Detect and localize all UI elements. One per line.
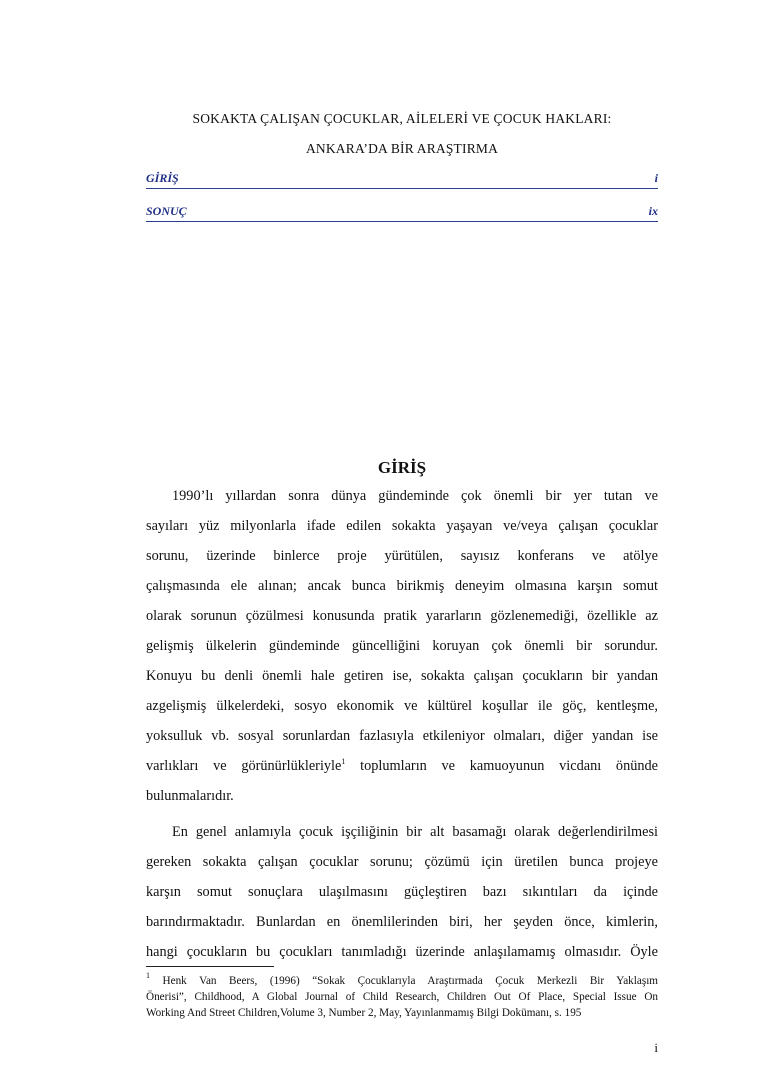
footnote-line: Working And Street Children,Volume 3, Number 2, May, Yayınlanmamış Bilgi Dokümanı, s. 195	[146, 1007, 582, 1019]
footnote-reference[interactable]: 1	[341, 757, 346, 766]
paragraph-line: Konuyu bu denli önemli hale getiren ise, sokakta çalışan çocukların bir yandan	[146, 668, 658, 684]
footnote-separator	[146, 966, 274, 967]
footnote-line	[146, 973, 658, 989]
page-number: i	[654, 1040, 658, 1055]
paragraph-line: En genel anlamıyla çocuk işçiliğinin bir alt basamağı olarak değerlendirilmesi	[172, 824, 658, 840]
paragraph-line: karşın somut sonuçlara ulaşılmasını güçleştiren bazı sıkıntıları da içinde	[146, 884, 658, 900]
section-heading: GİRİŞ	[377, 458, 427, 477]
footnote-line: Önerisi”, Childhood, A Global Journal of Child Research, Children Out Of Place, Special Issue On	[146, 991, 658, 1003]
paragraph-line: hangi çocukların bu çocukları tanımladığı üzerinde anlaşılamamış olmasıdır. Öyle	[146, 944, 658, 960]
line-text-after: toplumların ve kamuoyunun vicdanı önünde	[360, 758, 659, 774]
paragraph-line-with-footnote	[146, 756, 658, 776]
toc-entry-page: i	[654, 171, 658, 185]
paragraph-line: sayıları yüz milyonlarla ifade edilen sokakta yaşayan ve/veya çalışan çocuklar	[146, 518, 658, 534]
paragraph-line: olarak sorunun çözülmesi konusunda pratik yararların gözlenemediği, özellikle az	[146, 608, 658, 624]
toc-entry-label: GİRİŞ	[146, 171, 179, 185]
document-title-line-1: SOKAKTA ÇALIŞAN ÇOCUKLAR, AİLELERİ VE ÇOCUK HAKLARI:	[192, 111, 612, 126]
footnote-text: Henk Van Beers, (1996) “Sokak Çocuklarıyla Araştırmada Çocuk Merkezli Bir Yaklaşım	[162, 975, 659, 987]
document-title-line-2: ANKARA’DA BİR ARAŞTIRMA	[305, 141, 499, 156]
paragraph-line: azgelişmiş ülkelerdeki, sosyo ekonomik ve kültürel koşullar ile göç, kentleşme,	[146, 698, 658, 714]
toc-entry-giris[interactable]	[146, 168, 658, 189]
paragraph-line: 1990’lı yıllardan sonra dünya gündeminde çok önemli bir yer tutan ve	[172, 488, 658, 504]
toc-entry-page: ix	[648, 204, 658, 218]
paragraph-line: barındırmaktadır. Bunlardan en önemlilerinden biri, her şeyden önce, kimlerin,	[146, 914, 658, 930]
toc-entry-sonuc[interactable]	[146, 201, 658, 222]
paragraph-line: gereken sokakta çalışan çocuklar sorunu; çözümü için üretilen bunca projeye	[146, 854, 658, 870]
paragraph-line: gelişmiş ülkelerin gündeminde güncelliğini koruyan çok önemli bir sorundur.	[146, 638, 658, 654]
line-text-before: varlıkları ve görünürlükleriyle	[146, 758, 342, 774]
paragraph-line: yoksulluk vb. sosyal sorunlardan fazlasıyla etkileniyor olmaları, diğer yandan ise	[146, 728, 658, 744]
footnote-number: 1	[146, 971, 150, 980]
toc-entry-label: SONUÇ	[146, 204, 187, 218]
paragraph-line: çalışmasında ele alınan; ancak bunca birikmiş deneyim olmasına karşın somut	[146, 578, 658, 594]
paragraph-line: sorunu, üzerinde binlerce proje yürütülen, sayısız konferans ve atölye	[146, 548, 658, 564]
paragraph-line: bulunmalarıdır.	[146, 788, 234, 804]
